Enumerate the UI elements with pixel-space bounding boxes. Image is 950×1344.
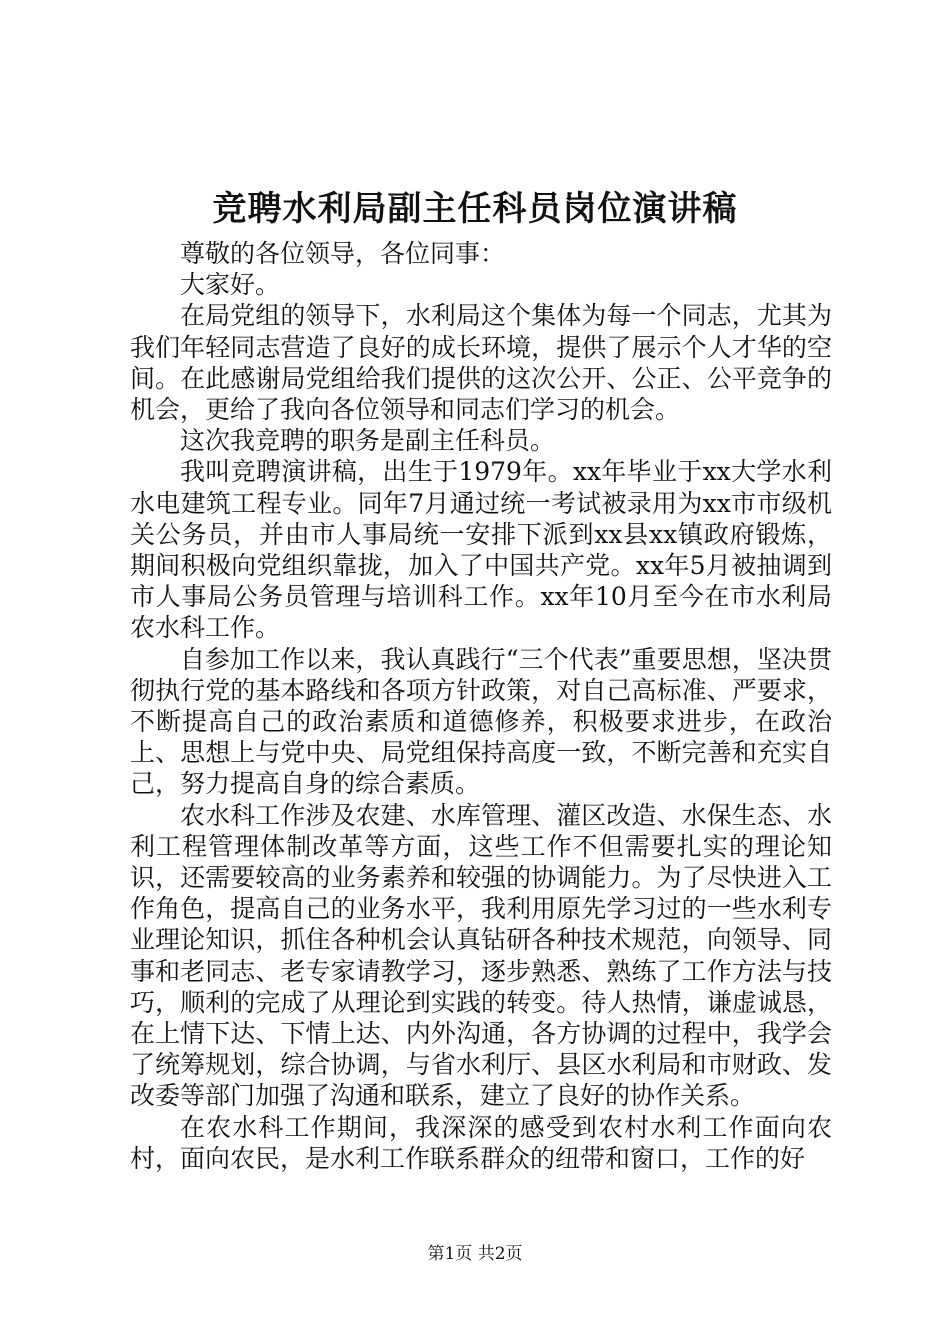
body-paragraph: 在农水科工作期间，我深深的感受到农村水利工作面向农村，面向农民，是水利工作联系群众的纽带和窗口，工作的好 [130, 1112, 832, 1173]
document-body [130, 238, 832, 1174]
document-title: 竞聘水利局副主任科员岗位演讲稿 [212, 189, 738, 229]
page-footer: 第1页 共2页 [427, 1244, 523, 1264]
body-paragraph: 这次我竞聘的职务是副主任科员。 [180, 426, 556, 456]
body-paragraph: 我叫竞聘演讲稿，出生于1979年。xx年毕业于xx大学水利水电建筑工程专业。同年7月通过统一考试被录用为xx市市级机关公务员，并由市人事局统一安排下派到xx县xx镇政府锻炼，期间积极向党组织靠拢，加入了中国共产党。xx年5月被抽调到市人事局公务员管理与培训科工作。xx年10月至今在市水利局农水科工作。 [130, 457, 832, 643]
body-paragraph: 农水科工作涉及农建、水库管理、灌区改造、水保生态、水利工程管理体制改革等方面，这些工作不但需要扎实的理论知识，还需要较高的业务素养和较强的协调能力。为了尽快进入工作角色，提高自己的业务水平，我利用原先学习过的一些水利专业理论知识，抓住各种机会认真钻研各种技术规范，向领导、同事和老同志、老专家请教学习，逐步熟悉、熟练了工作方法与技巧，顺利的完成了从理论到实践的转变。待人热情，谦虚诚恳，在上情下达、下情上达、内外沟通，各方协调的过程中，我学会了统筹规划，综合协调，与省水利厅、县区水利局和市财政、发改委等部门加强了沟通和联系，建立了良好的协作关系。 [130, 800, 832, 1111]
greeting-paragraph: 大家好。 [180, 270, 281, 300]
body-paragraph: 在局党组的领导下，水利局这个集体为每一个同志，尤其为我们年轻同志营造了良好的成长环境，提供了展示个人才华的空间。在此感谢局党组给我们提供的这次公开、公正、公平竞争的机会，更给了我向各位领导和同志们学习的机会。 [130, 301, 832, 425]
body-paragraph: 自参加工作以来，我认真践行“三个代表”重要思想，坚决贯彻执行党的基本路线和各项方针政策，对自己高标准、严要求，不断提高自己的政治素质和道德修养，积极要求进步，在政治上、思想上与党中央、局党组保持高度一致，不断完善和充实自己，努力提高自身的综合素质。 [130, 644, 832, 799]
salutation-paragraph: 尊敬的各位领导，各位同事： [180, 239, 506, 268]
